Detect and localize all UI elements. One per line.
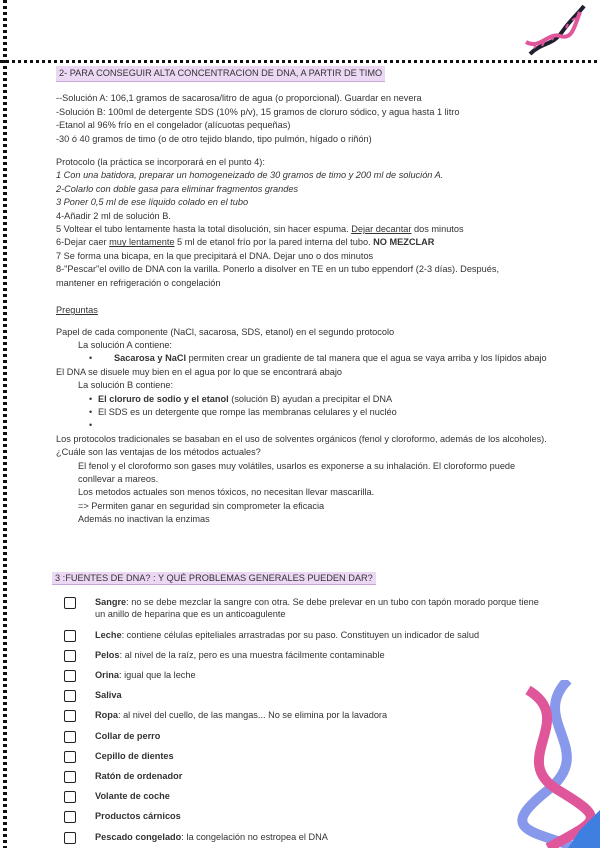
timo-line: -30 ó 40 gramos de timo (o de otro tejido blando, tipo pulmón, hígado o riñón) [56, 133, 372, 144]
checkbox[interactable] [64, 650, 76, 662]
answer-2-line-1: El fenol y el cloroformo son gases muy volátiles, usarlos es exponerse a su inhalación. El cloroformo puede conllevar a mareos. [78, 460, 516, 484]
checklist-item-text: : la congelación no estropea el DNA [181, 831, 328, 842]
dna-helix-icon [522, 2, 588, 58]
answer-2-line-3: => Permiten ganar en seguridad sin comprometer la eficacia [78, 500, 325, 511]
solution-a: --Solución A: 106,1 gramos de sacarosa/litro de agua (o proporcional). Guardar en nevera [56, 93, 422, 104]
solution-b-bullet-1: • El cloruro de sodio y el etanol (solución B) ayudan a precipitar el DNA [56, 393, 550, 406]
checklist-item [64, 669, 550, 681]
checklist-item-text: : igual que la leche [119, 670, 196, 681]
checklist-item-text: : contiene células epiteliales arrastradas por su paso. Constituyen un indicador de salud [121, 629, 480, 640]
checklist-item-title: Saliva [95, 690, 122, 701]
checklist-item-title: Productos cárnicos [95, 811, 181, 822]
checkbox[interactable] [64, 710, 76, 722]
solution-a-bullet: • Sacarosa y NaCl permiten crear un gradiente de tal manera que el agua se vaya arriba y los lípidos abajo [56, 352, 550, 365]
checklist-item-text: : al nivel del cuello, de las mangas... No se elimina por la lavadora [117, 710, 388, 721]
solution-a-title: La solución A contiene: [78, 339, 172, 350]
checklist-item [64, 770, 550, 782]
section3-heading: 3 :FUENTES DE DNA? : Y QUÉ PROBLEMAS GENERALES PUEDEN DAR? [52, 572, 376, 585]
protocol-step-5: 5 Voltear el tubo lentamente hasta la total disolución, sin hacer espuma. Dejar decantar dos minutos [56, 224, 464, 235]
preguntas-title: Preguntas [56, 305, 98, 316]
checkbox[interactable] [64, 690, 76, 702]
checklist-item [64, 790, 550, 802]
checklist-item-text: : no se debe mezclar la sangre con otra. Se debe prelevar en un tubo con tapón morado porque tiene un anillo de heparina que es un anticoagulente [95, 597, 539, 620]
checkbox[interactable] [64, 670, 76, 682]
protocol-step-8: 8-"Pescar"el ovillo de DNA con la varilla. Ponerlo a disolver en TE en un tubo eppendorf (2-3 días). Después, [56, 264, 499, 275]
answer-2-line-4: Además no inactivan la enzimas [78, 514, 210, 525]
checklist-item-title: Leche [95, 629, 122, 640]
checklist-item-title: Sangre [95, 597, 127, 607]
checklist-item [64, 596, 550, 621]
question-2: Los protocolos tradicionales se basaban en el uso de solventes orgánicos (fenol y cloroformo, además de los alcoholes). ¿Cuále son las ventajas de los métodos actuales? [56, 433, 547, 458]
checklist-item-title: Ropa [95, 710, 118, 721]
protocol-step-7: 7 Se forma una bicapa, en la que precipitará el DNA. Dejar uno o dos minutos [56, 250, 374, 261]
solution-b: -Solución B: 100ml de detergente SDS (10% p/v), 15 gramos de cloruro sódico, y agua hasta 1 litro [56, 106, 460, 117]
checklist-item-title: Ratón de ordenador [95, 771, 183, 782]
protocol-step-8-cont: mantener en refrigeración o congelación [56, 277, 221, 288]
checklist-item-text: : al nivel de la raíz, pero es una muestra fácilmente contaminable [119, 649, 385, 660]
checkbox[interactable] [64, 597, 76, 609]
checklist-item-title: Orina [95, 670, 119, 681]
checklist-item [64, 689, 550, 701]
checklist-item [64, 649, 550, 661]
checklist-item-title: Pescado congelado [95, 831, 182, 842]
checklist-item [64, 810, 550, 822]
dna-line: El DNA se disuele muy bien en el agua por lo que se encontrará abajo [56, 366, 343, 377]
section2-heading: 2- PARA CONSEGUIR ALTA CONCENTRACION DE DNA, A PARTIR DE TIMO [56, 66, 385, 82]
protocol-step-6: 6-Dejar caer muy lentamente 5 ml de etanol frío por la pared interna del tubo. NO MEZCLAR [56, 237, 435, 248]
question-1: Papel de cada componente (NaCl, sacarosa, SDS, etanol) en el segundo protocolo [56, 326, 395, 337]
document-content [56, 66, 550, 527]
checklist-item [64, 730, 550, 742]
dotted-top-border [0, 60, 600, 63]
dna-sources-checklist [64, 596, 550, 851]
protocol-step-2: 2-Colarlo con doble gasa para eliminar fragmentos grandes [56, 183, 299, 194]
checkbox[interactable] [64, 811, 76, 823]
checklist-item [64, 831, 550, 843]
etanol-line: -Etanol al 96% frío en el congelador (alícuotas pequeñas) [56, 120, 291, 131]
protocol-step-3: 3 Poner 0,5 ml de ese líquido colado en el tubo [56, 197, 249, 208]
dotted-left-border [3, 0, 7, 848]
protocol-step-1: 1 Con una batidora, preparar un homogeneizado de 30 gramos de timo y 200 ml de solución A. [56, 170, 444, 181]
checklist-item [64, 709, 550, 721]
checkbox[interactable] [64, 791, 76, 803]
checkbox[interactable] [64, 832, 76, 844]
answer-2-line-2: Los metodos actuales son menos tóxicos, no necesitan llevar mascarilla. [78, 487, 375, 498]
solution-b-bullet-2: • El SDS es un detergente que rompe las membranas celulares y el nucléo [56, 406, 550, 419]
checklist-item-title: Pelos [95, 649, 120, 660]
checkbox[interactable] [64, 731, 76, 743]
protocol-step-4: 4-Añadir 2 ml de solución B. [56, 210, 171, 221]
solution-b-title: La solución B contiene: [78, 380, 174, 391]
checklist-item-title: Volante de coche [95, 791, 170, 802]
empty-bullet [56, 419, 550, 432]
checklist-item [64, 750, 550, 762]
checkbox[interactable] [64, 630, 76, 642]
checkbox[interactable] [64, 751, 76, 763]
checkbox[interactable] [64, 771, 76, 783]
checklist-item-title: Cepillo de dientes [95, 750, 174, 761]
checklist-item [64, 629, 550, 641]
checklist-item-title: Collar de perro [95, 730, 161, 741]
protocol-title: Protocolo (la práctica se incorporará en el punto 4): [56, 157, 265, 168]
section3-heading-wrap [52, 568, 376, 586]
